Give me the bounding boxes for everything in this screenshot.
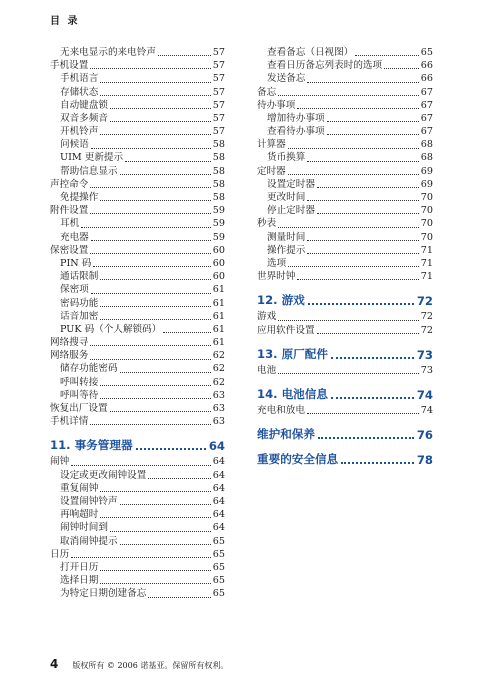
- toc-chapter-heading: [257, 427, 433, 442]
- toc-page-number: 58: [212, 139, 225, 151]
- toc-entry-title: 储存功能密码: [60, 363, 118, 375]
- toc-page-number: 57: [212, 112, 225, 124]
- toc-entry-title: 11. 事务管理器: [50, 438, 133, 453]
- toc-entry-title: 计算器: [257, 139, 286, 151]
- dot-leader: [317, 333, 419, 334]
- dot-leader: [317, 187, 419, 188]
- toc-entry: [50, 336, 225, 349]
- toc-page-number: 66: [420, 73, 433, 85]
- toc-page-number: 64: [212, 469, 225, 481]
- toc-page-number: 70: [420, 192, 433, 204]
- dot-leader: [71, 557, 211, 558]
- toc-entry-title: 选择日期: [60, 575, 99, 587]
- toc-entry: [50, 415, 225, 428]
- dot-leader: [307, 413, 419, 414]
- toc-entry: [50, 561, 225, 574]
- toc-entry: [50, 349, 225, 362]
- toc-entry-title: 耳机: [60, 218, 80, 230]
- toc-entry: [257, 270, 433, 283]
- dot-leader: [120, 544, 211, 545]
- toc-entry-title: 无来电显示的来电铃声: [60, 46, 156, 58]
- toc-entry-title: 查看备忘（日视图）: [267, 46, 354, 58]
- dot-leader: [100, 570, 210, 571]
- dot-leader: [308, 303, 414, 305]
- toc-page-number: 78: [416, 453, 433, 468]
- dot-leader: [120, 372, 211, 373]
- toc-entry: [257, 217, 433, 230]
- dot-leader: [90, 187, 210, 188]
- toc-page-number: 65: [212, 575, 225, 587]
- toc-page-number: 61: [212, 310, 225, 322]
- dot-leader: [100, 95, 210, 96]
- toc-page-number: 69: [420, 165, 433, 177]
- toc-entry: [50, 574, 225, 587]
- toc-entry: [50, 99, 225, 112]
- toc-column-right: [257, 46, 433, 469]
- dot-leader: [91, 148, 211, 149]
- toc-page-number: 62: [212, 350, 225, 362]
- toc-entry-title: 密码功能: [60, 297, 99, 309]
- toc-page-number: 70: [420, 231, 433, 243]
- dot-leader: [307, 82, 418, 83]
- copyright-notice: 版权所有 © 2006 诺基亚。保留所有权利。: [72, 661, 229, 670]
- toc-page-number: 65: [212, 561, 225, 573]
- toc-entry: [50, 508, 225, 521]
- toc-page-number: 61: [212, 323, 225, 335]
- dot-leader: [278, 373, 419, 374]
- dot-leader: [71, 465, 211, 466]
- toc-page-number: 61: [212, 284, 225, 296]
- toc-page-number: 64: [212, 509, 225, 521]
- dot-leader: [148, 597, 210, 598]
- toc-page-number: 58: [212, 178, 225, 190]
- dot-leader: [120, 504, 211, 505]
- toc-page-number: 65: [212, 535, 225, 547]
- toc-entry-title: 恢复出厂设置: [50, 403, 108, 415]
- dot-leader: [355, 55, 418, 56]
- toc-entry-title: 网络搜寻: [50, 337, 89, 349]
- dot-leader: [100, 200, 210, 201]
- toc-entry-title: 13. 原厂配件: [257, 346, 328, 361]
- toc-entry-title: 保密项: [60, 284, 89, 296]
- toc-entry: [50, 257, 225, 270]
- dot-leader: [307, 253, 418, 254]
- toc-entry: [50, 535, 225, 548]
- toc-entry: [257, 59, 433, 72]
- toc-page-number: 69: [420, 178, 433, 190]
- toc-entry: [257, 125, 433, 138]
- toc-entry-title: 手机语言: [60, 73, 99, 85]
- dot-leader: [100, 319, 210, 320]
- toc-entry: [50, 548, 225, 561]
- toc-page-number: 68: [420, 152, 433, 164]
- toc-page-number: 67: [420, 112, 433, 124]
- toc-entry: [50, 244, 225, 257]
- dot-leader: [307, 200, 418, 201]
- toc-entry-title: 手机设置: [50, 60, 89, 72]
- toc-page-number: 63: [212, 389, 225, 401]
- toc-entry-title: 查看待办事项: [267, 126, 325, 138]
- toc-page-number: 66: [420, 60, 433, 72]
- toc-page-number: 64: [212, 456, 225, 468]
- toc-page-number: 73: [420, 364, 433, 376]
- dot-leader: [288, 148, 419, 149]
- dot-leader: [93, 266, 210, 267]
- toc-page-number: 63: [212, 416, 225, 428]
- toc-entry: [50, 283, 225, 296]
- toc-entry: [50, 376, 225, 389]
- dot-leader: [90, 359, 210, 360]
- toc-page-number: 64: [212, 495, 225, 507]
- toc-page-number: 76: [416, 428, 433, 443]
- toc-entry: [257, 165, 433, 178]
- toc-entry: [257, 152, 433, 165]
- dot-leader: [158, 55, 211, 56]
- toc-entry: [257, 46, 433, 59]
- dot-leader: [136, 448, 206, 450]
- toc-entry-title: 声控命令: [50, 178, 89, 190]
- toc-entry-title: 话音加密: [60, 310, 99, 322]
- toc-entry: [257, 404, 433, 417]
- toc-entry-title: 设定或更改闹钟设置: [60, 469, 147, 481]
- toc-entry: [50, 59, 225, 72]
- toc-page-number: 67: [420, 99, 433, 111]
- toc-entry: [50, 297, 225, 310]
- toc-entry: [50, 402, 225, 415]
- toc-page-number: 57: [212, 60, 225, 72]
- toc-entry-title: 定时器: [257, 165, 286, 177]
- toc-entry: [50, 204, 225, 217]
- toc-entry: [50, 455, 225, 468]
- dot-leader: [297, 279, 418, 280]
- dot-leader: [307, 161, 418, 162]
- dot-leader: [163, 332, 210, 333]
- toc-page-number: 57: [212, 86, 225, 98]
- dot-leader: [91, 240, 211, 241]
- dot-leader: [297, 108, 418, 109]
- toc-entry-title: 开机铃声: [60, 126, 99, 138]
- dot-leader: [100, 385, 210, 386]
- toc-entry: [50, 86, 225, 99]
- dot-leader: [110, 411, 211, 412]
- toc-page-number: 70: [420, 218, 433, 230]
- toc-page-number: 67: [420, 86, 433, 98]
- toc-page-number: 63: [212, 403, 225, 415]
- toc-entry-title: 游戏: [257, 311, 277, 323]
- dot-leader: [100, 279, 210, 280]
- toc-entry-title: 停止定时器: [267, 205, 315, 217]
- toc-page-number: 67: [420, 126, 433, 138]
- dot-leader: [148, 478, 210, 479]
- dot-leader: [91, 293, 211, 294]
- toc-entry-title: 问候语: [60, 139, 89, 151]
- toc-entry-title: 帮助信息显示: [60, 165, 118, 177]
- toc-entry: [257, 364, 433, 377]
- toc-page-number: 57: [212, 126, 225, 138]
- toc-page-number: 72: [420, 311, 433, 323]
- toc-entry: [257, 138, 433, 151]
- toc-page-number: 62: [212, 376, 225, 388]
- toc-entry-title: 再响超时: [60, 509, 99, 521]
- dot-leader: [90, 68, 210, 69]
- toc-entry-title: 日历: [50, 548, 70, 560]
- toc-entry: [257, 204, 433, 217]
- dot-leader: [100, 398, 210, 399]
- toc-entry-title: 设置定时器: [267, 178, 315, 190]
- page-number: 4: [50, 657, 59, 671]
- toc-page-number: 65: [212, 588, 225, 600]
- dot-leader: [100, 491, 210, 492]
- dot-leader: [100, 306, 210, 307]
- toc-entry: [50, 363, 225, 376]
- toc-page-number: 64: [212, 522, 225, 534]
- toc-entry: [50, 112, 225, 125]
- toc-chapter-heading: [257, 452, 433, 467]
- dot-leader: [278, 320, 419, 321]
- toc-entry: [50, 323, 225, 336]
- toc-entry: [257, 86, 433, 99]
- toc-page-number: 58: [212, 165, 225, 177]
- toc-page-number: 61: [212, 297, 225, 309]
- page-title: 目 录: [50, 16, 80, 27]
- toc-entry-title: 秒表: [257, 218, 277, 230]
- toc-page-number: 57: [212, 99, 225, 111]
- dot-leader: [110, 121, 211, 122]
- dot-leader: [278, 227, 419, 228]
- toc-entry-title: 附件设置: [50, 205, 89, 217]
- toc-entry-title: 为特定日期创建备忘: [60, 588, 147, 600]
- toc-page-number: 58: [212, 192, 225, 204]
- toc-entry: [50, 231, 225, 244]
- toc-entry: [50, 495, 225, 508]
- toc-entry-title: PIN 码: [60, 257, 92, 269]
- toc-entry: [50, 389, 225, 402]
- toc-entry-title: 网络服务: [50, 350, 89, 362]
- toc-page-number: 73: [416, 347, 433, 362]
- toc-page-number: 74: [416, 387, 433, 402]
- toc-page-number: 58: [212, 152, 225, 164]
- toc-entry: [50, 178, 225, 191]
- toc-chapter-heading: [50, 438, 225, 453]
- dot-leader: [100, 82, 210, 83]
- toc-entry-title: 电池: [257, 364, 277, 376]
- toc-entry-title: 重复闹钟: [60, 482, 99, 494]
- toc-entry-title: 选项: [267, 257, 287, 269]
- dot-leader: [120, 174, 211, 175]
- toc-entry-title: 测量时间: [267, 231, 306, 243]
- dot-leader: [90, 345, 210, 346]
- dot-leader: [90, 213, 210, 214]
- toc-entry-title: 增加待办事项: [267, 112, 325, 124]
- dot-leader: [125, 161, 211, 162]
- toc-page-number: 59: [212, 218, 225, 230]
- dot-leader: [331, 397, 414, 399]
- toc-page-number: 64: [212, 482, 225, 494]
- dot-leader: [110, 108, 211, 109]
- toc-entry-title: 双音多频音: [60, 112, 108, 124]
- toc-entry-title: UIM 更新提示: [60, 152, 124, 164]
- toc-page-number: 64: [208, 439, 225, 454]
- toc-entry: [257, 310, 433, 323]
- toc-page-number: 74: [420, 404, 433, 416]
- toc-page-number: 71: [420, 244, 433, 256]
- toc-entry: [257, 72, 433, 85]
- dot-leader: [100, 517, 210, 518]
- toc-chapter-heading: [257, 347, 433, 362]
- toc-entry-title: 14. 电池信息: [257, 386, 328, 401]
- dot-leader: [331, 357, 414, 359]
- toc-entry: [50, 72, 225, 85]
- toc-column-left: [50, 46, 225, 601]
- toc-entry: [50, 138, 225, 151]
- toc-page-number: 60: [212, 271, 225, 283]
- toc-entry: [257, 112, 433, 125]
- toc-entry: [50, 152, 225, 165]
- dot-leader: [100, 134, 210, 135]
- toc-page-number: 65: [420, 46, 433, 58]
- dot-leader: [307, 240, 418, 241]
- toc-entry: [50, 310, 225, 323]
- page-footer: [50, 657, 228, 671]
- toc-entry-title: 手机详情: [50, 416, 89, 428]
- dot-leader: [278, 95, 419, 96]
- dot-leader: [81, 227, 211, 228]
- toc-page-number: 72: [420, 324, 433, 336]
- toc-entry: [257, 324, 433, 337]
- toc-entry: [257, 99, 433, 112]
- dot-leader: [90, 424, 210, 425]
- toc-page-number: 60: [212, 244, 225, 256]
- dot-leader: [318, 437, 414, 439]
- toc-page-number: 59: [212, 205, 225, 217]
- toc-entry-title: 充电器: [60, 231, 89, 243]
- toc-entry: [257, 244, 433, 257]
- toc-entry-title: 待办事项: [257, 99, 296, 111]
- toc-entry-title: 闹钟时间到: [60, 522, 108, 534]
- dot-leader: [327, 134, 419, 135]
- toc-entry-title: 更改时间: [267, 192, 306, 204]
- toc-entry-title: 保密设置: [50, 244, 89, 256]
- toc-entry-title: 免提操作: [60, 192, 99, 204]
- toc-page-number: 62: [212, 363, 225, 375]
- toc-entry: [257, 257, 433, 270]
- dot-leader: [90, 253, 210, 254]
- toc-page-number: 57: [212, 46, 225, 58]
- dot-leader: [288, 266, 419, 267]
- toc-entry-title: 取消闹钟提示: [60, 535, 118, 547]
- toc-entry: [50, 217, 225, 230]
- toc-entry-title: 世界时钟: [257, 271, 296, 283]
- toc-chapter-heading: [257, 387, 433, 402]
- toc-page-number: 72: [416, 294, 433, 309]
- toc-entry-title: 货币换算: [267, 152, 306, 164]
- toc-entry: [50, 270, 225, 283]
- dot-leader: [327, 121, 419, 122]
- toc-page-number: 60: [212, 257, 225, 269]
- toc-page-number: 61: [212, 337, 225, 349]
- toc-entry-title: 查看日历备忘列表时的选项: [267, 60, 383, 72]
- toc-entry-title: 存储状态: [60, 86, 99, 98]
- toc-page-number: 57: [212, 73, 225, 85]
- toc-entry: [257, 191, 433, 204]
- toc-page-number: 71: [420, 271, 433, 283]
- toc-entry: [50, 165, 225, 178]
- dot-leader: [317, 213, 419, 214]
- toc-entry-title: 重要的安全信息: [257, 452, 339, 467]
- toc-page-number: 71: [420, 257, 433, 269]
- toc-entry: [50, 46, 225, 59]
- dot-leader: [384, 68, 419, 69]
- toc-page-number: 70: [420, 205, 433, 217]
- toc-entry-title: 通话限制: [60, 271, 99, 283]
- toc-entry: [50, 469, 225, 482]
- toc-entry-title: 自动键盘锁: [60, 99, 108, 111]
- toc-entry-title: 设置闹钟铃声: [60, 495, 118, 507]
- toc-entry-title: 呼叫等待: [60, 389, 99, 401]
- toc-entry-title: 应用软件设置: [257, 324, 315, 336]
- toc-entry-title: 维护和保养: [257, 427, 315, 442]
- dot-leader: [288, 174, 419, 175]
- toc-entry-title: 发送备忘: [267, 73, 306, 85]
- toc-page-number: 65: [212, 548, 225, 560]
- toc-entry-title: PUK 码（个人解锁码）: [60, 323, 162, 335]
- toc-entry: [257, 178, 433, 191]
- toc-entry-title: 备忘: [257, 86, 277, 98]
- toc-entry: [50, 521, 225, 534]
- dot-leader: [100, 583, 210, 584]
- toc-entry: [50, 191, 225, 204]
- toc-chapter-heading: [257, 293, 433, 308]
- toc-entry-title: 闹钟: [50, 456, 70, 468]
- toc-entry-title: 充电和放电: [257, 404, 305, 416]
- dot-leader: [110, 531, 211, 532]
- toc-entry-title: 12. 游戏: [257, 293, 305, 308]
- toc-page-number: 68: [420, 139, 433, 151]
- toc-entry: [50, 587, 225, 600]
- toc-entry: [50, 482, 225, 495]
- dot-leader: [341, 462, 414, 464]
- toc-entry-title: 打开日历: [60, 561, 99, 573]
- toc-entry-title: 操作提示: [267, 244, 306, 256]
- toc-entry: [50, 125, 225, 138]
- toc-entry-title: 呼叫转接: [60, 376, 99, 388]
- toc-page-number: 59: [212, 231, 225, 243]
- toc-entry: [257, 231, 433, 244]
